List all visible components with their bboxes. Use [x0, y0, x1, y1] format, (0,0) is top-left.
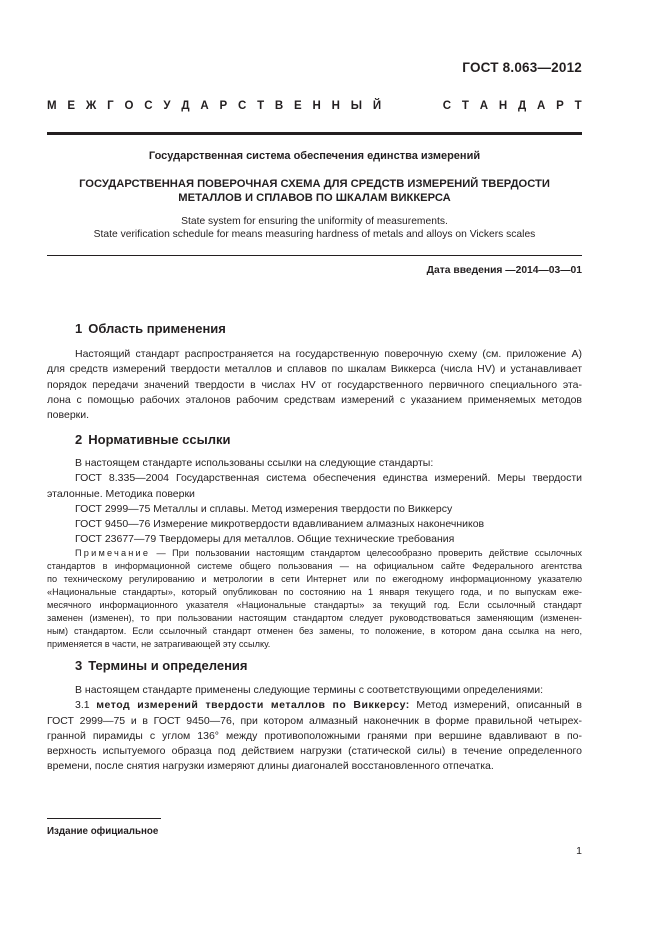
- standard-letter: Е: [67, 100, 76, 112]
- section-title: Нормативные ссылки: [88, 432, 231, 447]
- section-number: 2: [75, 432, 83, 447]
- standard-letter: А: [536, 100, 546, 112]
- note-line: по техническому регулированию и метрологии в сети Интернет или по ежегодному информационному указателю: [47, 574, 582, 584]
- standard-letter: У: [163, 100, 171, 112]
- footer-divider: [47, 818, 161, 819]
- section-title: Термины и определения: [88, 658, 248, 673]
- section-2-heading: [75, 432, 230, 447]
- standard-letter: С: [442, 100, 452, 112]
- standard-letter: Е: [294, 100, 302, 112]
- note-text: — При пользовании настоящим стандартом целесообразно проверить действие ссылочных: [150, 548, 582, 558]
- standard-type-line: [47, 100, 582, 116]
- note-label: Примечание: [75, 548, 151, 558]
- standard-letter: Г: [107, 100, 114, 112]
- note-line: стандартов в информационной системе общего пользования — на официальном сайте Федерального агентства: [47, 561, 582, 571]
- reference-item: ГОСТ 2999—75 Металлы и сплавы. Метод измерения твердости по Виккерсу: [75, 502, 453, 515]
- reference-item: ГОСТ 8.335—2004 Государственная система обеспечения единства измерений. Меры твердости: [75, 472, 582, 485]
- section-number: 3: [75, 658, 83, 673]
- standard-letter: М: [47, 100, 57, 112]
- note-line: заменен (изменен), то при пользовании настоящим стандартом следует руководствоваться заменяющим (изменен-: [47, 613, 582, 623]
- standard-letter: С: [144, 100, 153, 112]
- standard-letter: Д: [181, 100, 190, 112]
- standard-letter: О: [124, 100, 134, 112]
- section-1-text: [47, 347, 582, 423]
- note-line: ным) стандартом. Если ссылочный стандарт отменен без замены, то положение, в котором дана ссылка на него,: [47, 626, 582, 636]
- term-first-line: [47, 698, 582, 713]
- text-line: верхность испытуемого образца под действием нагрузки (статической силы) в течение определенного: [47, 745, 582, 758]
- main-title: [47, 177, 582, 205]
- references-intro: В настоящем стандарте использованы ссылки на следующие стандарты:: [75, 457, 434, 469]
- note-line: «Национальные стандарты», который опубликован по состоянию на 1 января текущего года, и по выпускам еже-: [47, 587, 582, 597]
- text-line: для средств измерений твердости металлов и сплавов по шкалам Виккерса (числа HV) и устанавливает: [47, 363, 582, 376]
- section-3-text: [47, 683, 582, 775]
- standard-letter: Н: [312, 100, 321, 112]
- standard-letter: Т: [574, 100, 582, 112]
- text-line: Настоящий стандарт распространяется на государственную поверочную схему (см. приложение А): [75, 348, 582, 360]
- page-number: 1: [576, 845, 582, 857]
- system-title: Государственная система обеспечения единства измерений: [148, 150, 481, 162]
- reference-item: ГОСТ 9450—76 Измерение микротвердости вдавливанием алмазных наконечников: [75, 518, 485, 531]
- standard-letter: А: [200, 100, 209, 112]
- terms-intro: В настоящем стандарте применены следующие термины с соответствующими определениями:: [75, 684, 544, 696]
- main-title-line: МЕТАЛЛОВ И СПЛАВОВ ПО ШКАЛАМ ВИККЕРСА: [178, 192, 451, 204]
- text-line: времени, после снятия нагрузки измеряют длины диагоналей восстановленного отпечатка.: [47, 760, 494, 773]
- official-edition-label: Издание официальное: [47, 826, 159, 837]
- standard-letter: С: [237, 100, 247, 112]
- word-gap: [392, 100, 432, 116]
- standard-letter: Н: [498, 100, 508, 112]
- term-name: метод измерений твердости металлов по Виккерсу:: [96, 699, 410, 712]
- text-line: гранной пирамиды с углом 136° между противоположными гранями при вершине вдавливают в по-: [47, 729, 582, 742]
- text-line: порядок передачи значений твердости в числах HV от государственного первичного специального эта-: [47, 378, 582, 391]
- standard-letter: Д: [517, 100, 527, 112]
- section-1-heading: [75, 321, 226, 336]
- reference-item-continuation: эталонные. Методика поверки: [47, 487, 195, 500]
- standard-letter: Ж: [85, 100, 97, 112]
- standard-letter: Й: [372, 100, 382, 112]
- english-title-line: State system for ensuring the uniformity of measurements.: [181, 216, 448, 227]
- term-number: 3.1: [75, 699, 90, 712]
- text-line: лона с помощью рабочих эталонов рабочим средствам измерений с указанием применяемых методов: [47, 393, 582, 406]
- standard-letter: Ы: [350, 100, 363, 112]
- standard-letter: А: [479, 100, 489, 112]
- references-note: [47, 547, 582, 651]
- standard-letter: Н: [331, 100, 340, 112]
- header-divider: [47, 132, 582, 135]
- note-line: месячного информационного указателя «Национальные стандарты» за текущий год. Если ссылочный стандарт: [47, 600, 582, 610]
- standard-letter: Р: [556, 100, 564, 112]
- introduction-date: Дата введения —2014—03—01: [426, 265, 582, 276]
- reference-item: ГОСТ 23677—79 Твердомеры для металлов. Общие технические требования: [75, 533, 455, 546]
- section-3-heading: [75, 658, 248, 673]
- section-title: Область применения: [88, 321, 226, 336]
- document-code: ГОСТ 8.063—2012: [462, 60, 582, 75]
- text-line: ГОСТ 2999—75 и в ГОСТ 9450—76, при котором алмазный наконечник в форме правильной четырех-: [47, 714, 582, 727]
- term-definition-start: Метод измерений, описанный в: [409, 699, 583, 712]
- standard-letter: Т: [461, 100, 469, 112]
- note-first-line: [47, 547, 582, 560]
- text-line: поверки.: [47, 409, 90, 422]
- section-number: 1: [75, 321, 83, 336]
- normative-references: [47, 456, 582, 548]
- english-title-line: State verification schedule for means measuring hardness of metals and alloys on Vickers scales: [93, 228, 536, 240]
- standard-letter: Р: [219, 100, 228, 112]
- title-divider: [47, 255, 582, 256]
- main-title-line: ГОСУДАРСТВЕННАЯ ПОВЕРОЧНАЯ СХЕМА ДЛЯ СРЕДСТВ ИЗМЕРЕНИЙ ТВЕРДОСТИ: [79, 178, 550, 190]
- note-line: применяется в части, не затрагивающей эту ссылку.: [47, 639, 271, 649]
- standard-letter: Т: [257, 100, 265, 112]
- english-title: [47, 216, 582, 241]
- standard-letter: В: [274, 100, 284, 112]
